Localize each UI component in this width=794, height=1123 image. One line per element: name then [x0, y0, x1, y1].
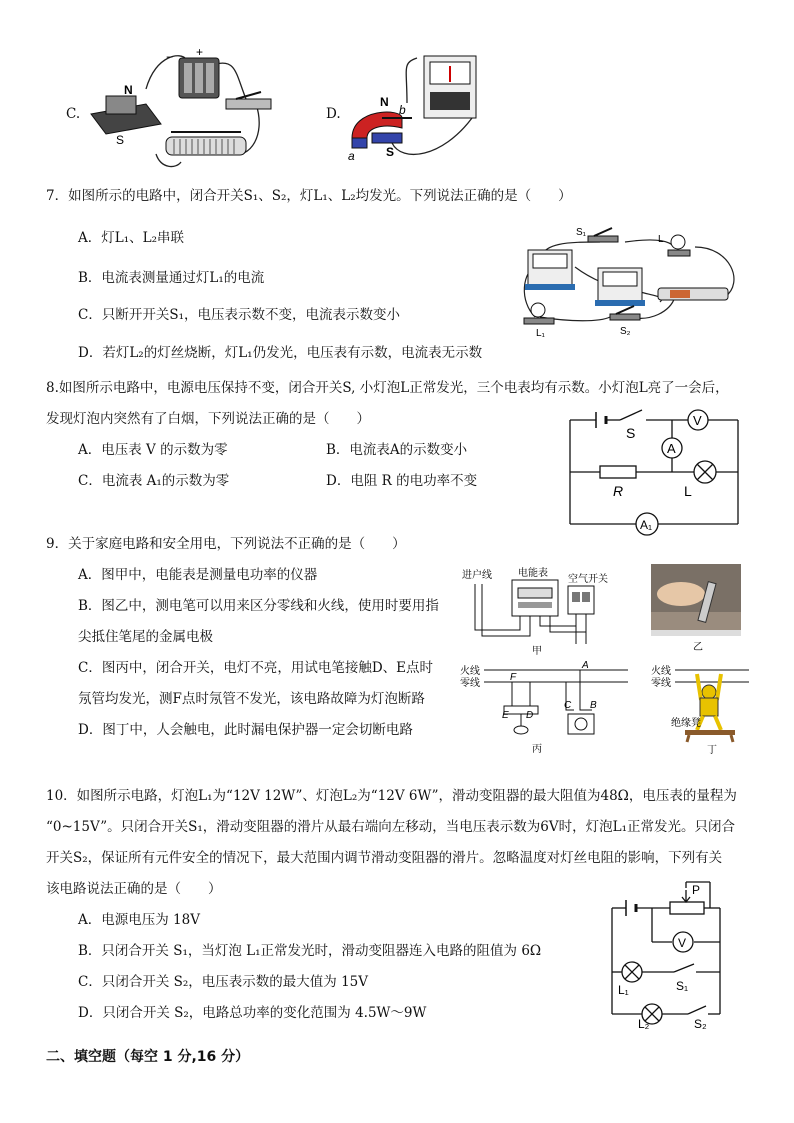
q9-jiahu: 进户线: [462, 570, 492, 581]
q9-option-a[interactable]: A．图甲中，电能表是测量电功率的仪器: [78, 567, 318, 583]
q10-s2: S₂: [694, 1017, 707, 1030]
q8-a1: A₁: [640, 518, 653, 532]
fig-q9-bing: [460, 660, 630, 756]
q10-s1: S₁: [676, 979, 689, 993]
q9-ding: 丁: [707, 745, 717, 756]
section-heading: 二、填空题（每空 1 分,16 分）: [46, 1049, 250, 1065]
d-s: S: [386, 145, 395, 159]
q7-option-d[interactable]: D．若灯L₂的灯丝烧断，灯L₁仍发光，电压表有示数，电流表无示数: [78, 345, 483, 361]
q9-stem: 9．关于家庭电路和安全用电，下列说法不正确的是（ ）: [46, 536, 406, 552]
q9-option-b[interactable]: B．图乙中，测电笔可以用来区分零线和火线，使用时要用指: [78, 598, 439, 614]
q10-l2: L₂: [638, 1017, 650, 1030]
fig-q10-circuit: [600, 880, 740, 1030]
q8-option-d[interactable]: D．电阻 R 的电功率不变: [326, 473, 478, 489]
option-d-label: D.: [326, 106, 341, 122]
q9-option-c-cont: 氖管均发光，测F点时氖管不发光，该电路故障为灯泡断路: [78, 691, 425, 707]
q9-bing: 丙: [532, 744, 542, 755]
q10-l1: L₁: [618, 983, 629, 997]
q10-v: V: [678, 936, 687, 950]
q10-option-a[interactable]: A．电源电压为 18V: [78, 912, 200, 928]
q9-option-d[interactable]: D．图丁中，人会触电，此时漏电保护器一定会切断电路: [78, 722, 413, 738]
c-minus: −: [166, 50, 174, 64]
q7-option-a[interactable]: A．灯L₁、L₂串联: [78, 230, 185, 246]
q10-line4: 该电路说法正确的是（ ）: [46, 881, 222, 897]
q9-f: F: [510, 672, 517, 683]
q10-p: P: [692, 883, 701, 897]
fig-q9-yi: [651, 564, 743, 654]
q9-c: C: [564, 700, 572, 711]
q8-s: S: [626, 425, 636, 441]
q10-option-c[interactable]: C．只闭合开关 S₂，电压表示数的最大值为 15V: [78, 974, 368, 990]
q7-l: L: [658, 234, 664, 245]
q9-e: E: [502, 710, 509, 721]
q9-meter: 电能表: [518, 568, 548, 579]
q9-d: D: [526, 710, 534, 721]
q9-breaker: 空气开关: [568, 574, 608, 585]
q9-b: B: [590, 700, 597, 711]
q9-a: A: [582, 660, 589, 671]
q10-line2: “0~15V”。只闭合开关S₁，滑动变阻器的滑片从最右端向左移动，当电压表示数为6V时，灯泡L₁正常发光。只闭合: [46, 819, 735, 835]
c-n: N: [124, 83, 133, 97]
q9-fire-2: 火线: [651, 666, 671, 677]
q9-fire-1: 火线: [460, 666, 480, 677]
d-n: N: [380, 95, 389, 109]
q7-option-c[interactable]: C．只断开开关S₁，电压表示数不变，电流表示数变小: [78, 307, 400, 323]
q10-option-b[interactable]: B．只闭合开关 S₁，当灯泡 L₁正常发光时，滑动变阻器连入电路的阻值为 6Ω: [78, 943, 542, 959]
q9-option-c[interactable]: C．图丙中，闭合开关，电灯不亮，用试电笔接触D、E点时: [78, 660, 434, 676]
q10-line3: 开关S₂，保证所有元件安全的情况下，最大范围内调节滑动变阻器的滑片。忽略温度对灯丝电阻的影响，下列有关: [46, 850, 723, 866]
fig-q7-circuit: [510, 222, 750, 342]
q8-option-b[interactable]: B．电流表A的示数变小: [326, 442, 468, 458]
q7-s2: S₂: [620, 326, 631, 337]
q7-s1: S₁: [576, 227, 587, 238]
q8-r: R: [613, 483, 624, 499]
q9-stool: 绝缘凳: [671, 718, 701, 729]
q8-a: A: [667, 441, 676, 456]
q7-l1: L₁: [536, 328, 545, 339]
q8-v: V: [693, 413, 702, 428]
q9-zero-2: 零线: [651, 678, 671, 689]
q10-line1: 10．如图所示电路，灯泡L₁为“12V 12W”、灯泡L₂为“12V 6W”，滑动变阻器的最大阻值为48Ω，电压表的量程为: [46, 788, 737, 804]
fig-option-c: [86, 44, 276, 170]
c-s: S: [116, 133, 125, 147]
fig-q9-jia: [460, 564, 630, 656]
q9-yi: 乙: [693, 642, 703, 653]
d-b: b: [399, 103, 406, 117]
q10-option-d[interactable]: D．只闭合开关 S₂，电路总功率的变化范围为 4.5W～9W: [78, 1005, 427, 1021]
q8-option-a[interactable]: A．电压表 V 的示数为零: [78, 442, 228, 458]
q7-stem: 7．如图所示的电路中，闭合开关S₁、S₂，灯L₁、L₂均发光。下列说法正确的是（ ）: [46, 188, 572, 204]
q7-option-b[interactable]: B．电流表测量通过灯L₁的电流: [78, 270, 265, 286]
fig-q9-ding: [651, 660, 751, 756]
q8-stem-line2: 发现灯泡内突然有了白烟，下列说法正确的是（ ）: [46, 411, 370, 427]
q9-jia: 甲: [532, 646, 542, 656]
d-a: a: [348, 149, 355, 163]
q8-l: L: [684, 483, 692, 499]
fig-q8-circuit: [560, 404, 750, 539]
c-plus: +: [196, 45, 204, 59]
q9-option-b-cont: 尖抵住笔尾的金属电极: [78, 629, 213, 645]
q9-zero-1: 零线: [460, 678, 480, 689]
q8-stem-line1: 8.如图所示电路中，电源电压保持不变，闭合开关S, 小灯泡L正常发光，三个电表均有示数。小灯泡L亮了一会后，: [46, 380, 729, 396]
option-c-label: C.: [66, 106, 81, 122]
fig-option-d: [342, 48, 482, 166]
q8-option-c[interactable]: C．电流表 A₁的示数为零: [78, 473, 230, 489]
